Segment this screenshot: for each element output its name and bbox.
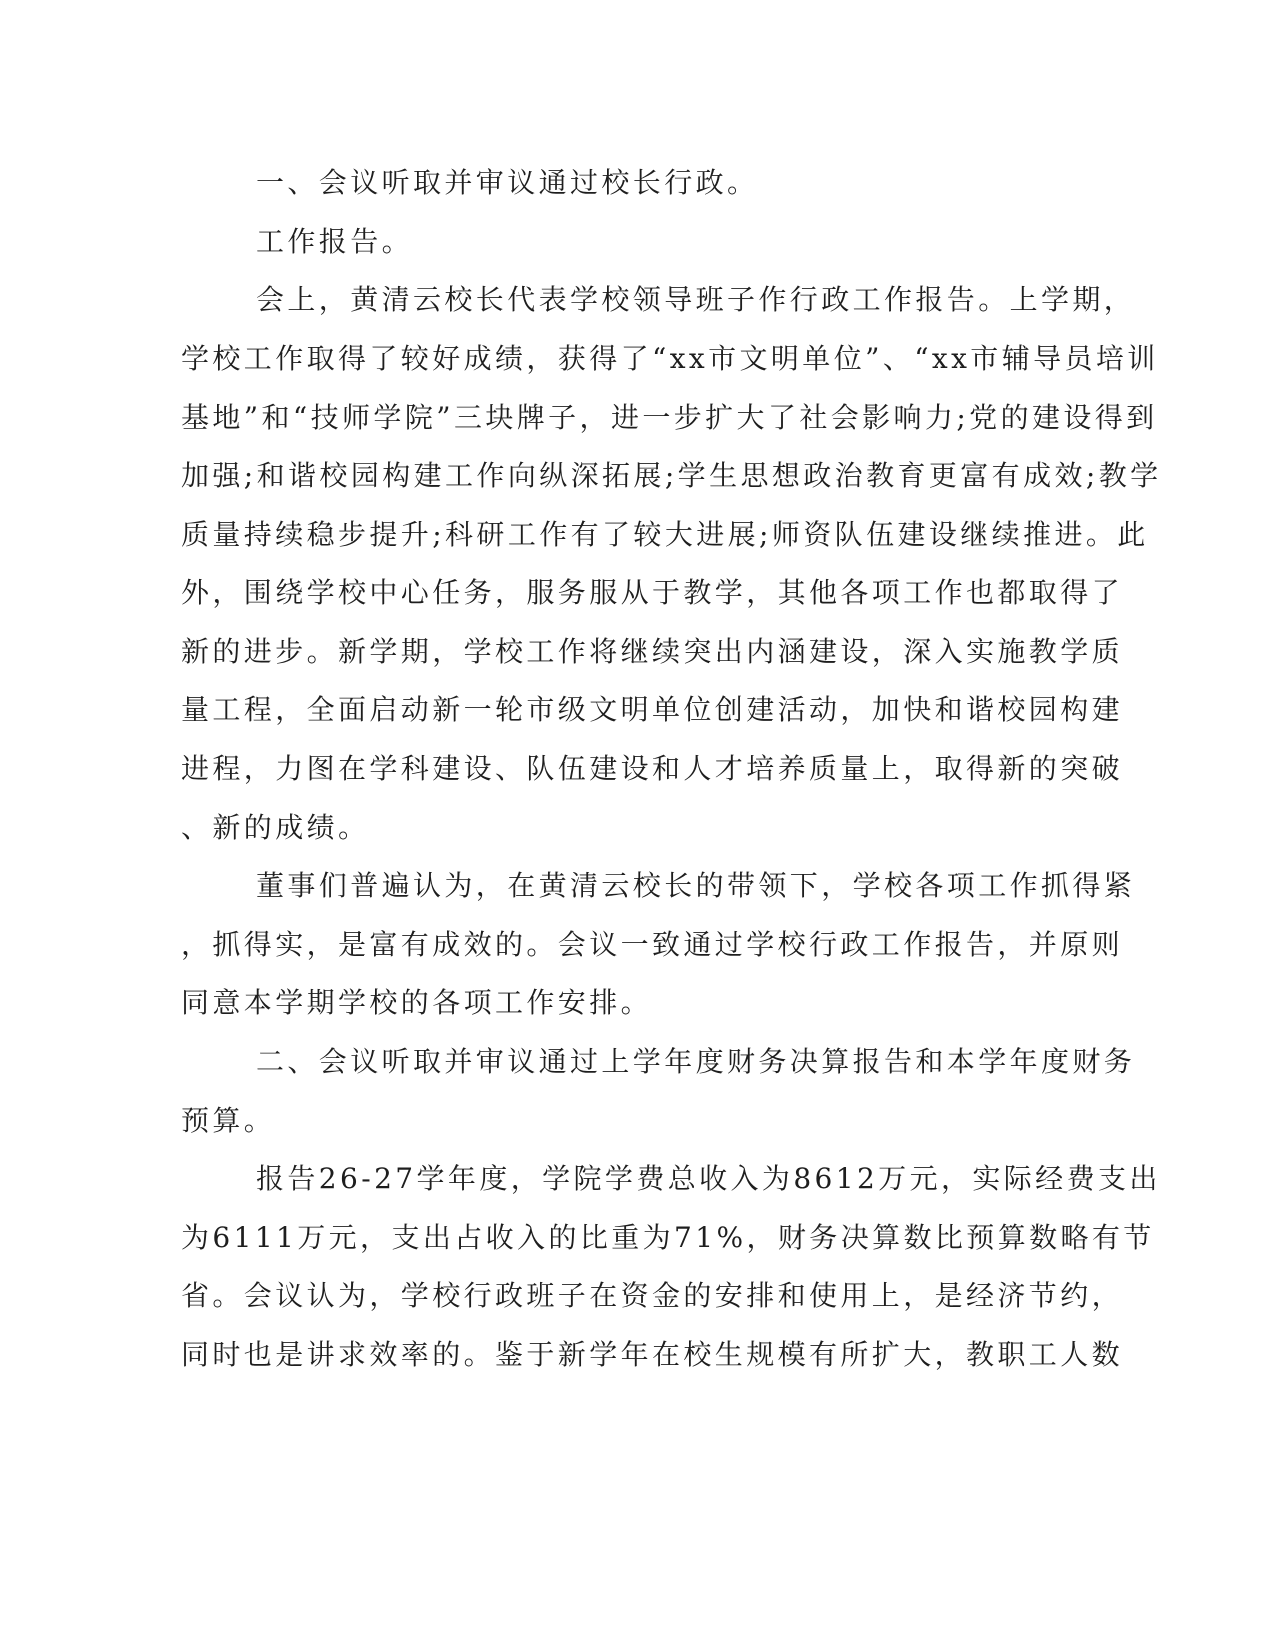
text-line: 基地”和“技师学院”三块牌子，进一步扩大了社会影响力;党的建设得到 xyxy=(181,401,1158,434)
text-line: 预算。 xyxy=(181,1104,276,1137)
text-line: 为6111万元，支出占收入的比重为71%，财务决算数比预算数略有节 xyxy=(181,1221,1155,1254)
text-line: 量工程，全面启动新一轮市级文明单位创建活动，加快和谐校园构建 xyxy=(181,693,1124,726)
text-line: 省。会议认为，学校行政班子在资金的安排和使用上，是经济节约， xyxy=(181,1279,1124,1312)
text-line: 同时也是讲求效率的。鉴于新学年在校生规模有所扩大，教职工人数 xyxy=(181,1338,1124,1371)
text-line: 新的进步。新学期，学校工作将继续突出内涵建设，深入实施教学质 xyxy=(181,635,1124,668)
text-line: 质量持续稳步提升;科研工作有了较大进展;师资队伍建设继续推进。此 xyxy=(181,518,1149,551)
text-line: 会上，黄清云校长代表学校领导班子作行政工作报告。上学期， xyxy=(256,283,1136,316)
section-heading-1: 一、会议听取并审议通过校长行政。 xyxy=(256,166,759,199)
text-line: 外，围绕学校中心任务，服务服从于教学，其他各项工作也都取得了 xyxy=(181,576,1124,609)
section-heading-2: 二、会议听取并审议通过上学年度财务决算报告和本学年度财务 xyxy=(256,1045,1136,1078)
text-line: 工作报告。 xyxy=(256,225,414,258)
text-line: 同意本学期学校的各项工作安排。 xyxy=(181,986,653,1019)
text-line: 进程，力图在学科建设、队伍建设和人才培养质量上，取得新的突破 xyxy=(181,752,1124,785)
text-line: 董事们普遍认为，在黄清云校长的带领下，学校各项工作抓得紧 xyxy=(256,869,1136,902)
text-line: 学校工作取得了较好成绩，获得了“xx市文明单位”、“xx市辅导员培训 xyxy=(181,342,1159,375)
text-line: 加强;和谐校园构建工作向纵深拓展;学生思想政治教育更富有成效;教学 xyxy=(181,459,1162,492)
text-line: 报告26-27学年度，学院学费总收入为8612万元，实际经费支出 xyxy=(256,1162,1161,1195)
text-line: 、新的成绩。 xyxy=(181,811,370,844)
text-line: ，抓得实，是富有成效的。会议一致通过学校行政工作报告，并原则 xyxy=(181,928,1124,961)
